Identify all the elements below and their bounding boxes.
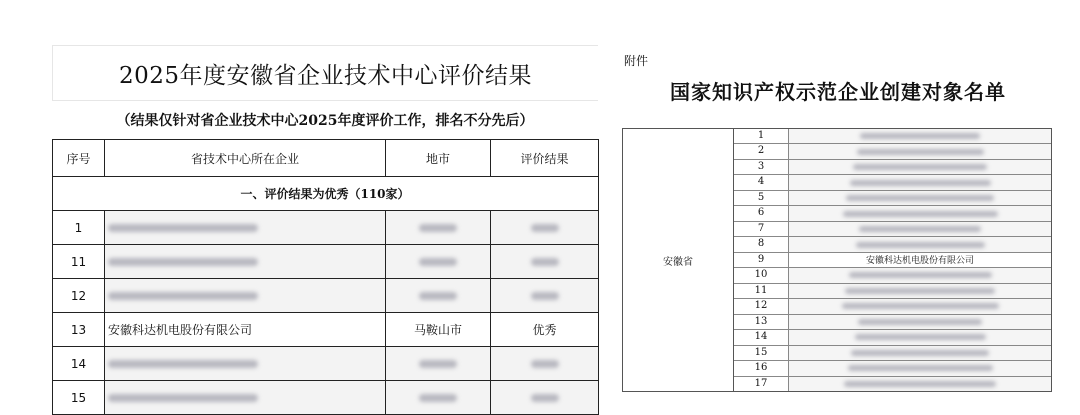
table-row bbox=[53, 313, 599, 347]
enterprise-rows bbox=[734, 129, 1051, 391]
list-item bbox=[734, 315, 1051, 330]
table-header-row bbox=[53, 140, 599, 177]
enterprise-list-table bbox=[622, 128, 1052, 392]
redacted-text bbox=[531, 292, 559, 300]
list-item-name bbox=[789, 330, 1051, 344]
table-row bbox=[53, 347, 599, 381]
list-item-name bbox=[789, 284, 1051, 298]
section-heading-row bbox=[53, 177, 599, 211]
row-company bbox=[105, 381, 386, 415]
list-item-number: 17 bbox=[734, 377, 789, 391]
redacted-text bbox=[531, 224, 559, 232]
header-city: 地市 bbox=[386, 140, 491, 177]
province-cell: 安徽省 bbox=[623, 129, 734, 391]
table-row bbox=[53, 381, 599, 415]
list-item-name bbox=[789, 191, 1051, 205]
list-item-name bbox=[789, 361, 1051, 375]
row-city bbox=[386, 279, 491, 313]
table-row bbox=[53, 211, 599, 245]
list-item bbox=[734, 222, 1051, 237]
row-city bbox=[386, 347, 491, 381]
redacted-text bbox=[845, 288, 995, 294]
table-row bbox=[53, 279, 599, 313]
list-item-number: 2 bbox=[734, 144, 789, 158]
row-city: 马鞍山市 bbox=[386, 313, 491, 347]
list-item-name bbox=[789, 160, 1051, 174]
redacted-text bbox=[857, 149, 984, 155]
row-company bbox=[105, 245, 386, 279]
results-table bbox=[52, 139, 599, 415]
list-item-number: 11 bbox=[734, 284, 789, 298]
document-title: 2025年度安徽省企业技术中心评价结果 bbox=[52, 45, 598, 100]
redacted-text bbox=[850, 180, 991, 186]
table-row bbox=[53, 245, 599, 279]
list-item-name bbox=[789, 206, 1051, 220]
list-item bbox=[734, 361, 1051, 376]
list-item bbox=[734, 237, 1051, 252]
redacted-text bbox=[848, 365, 993, 371]
row-company bbox=[105, 211, 386, 245]
header-company: 省技术中心所在企业 bbox=[105, 140, 386, 177]
list-item-number: 8 bbox=[734, 237, 789, 251]
redacted-text bbox=[856, 242, 985, 248]
list-item-name bbox=[789, 346, 1051, 360]
list-item bbox=[734, 346, 1051, 361]
list-item-name: 安徽科达机电股份有限公司 bbox=[865, 256, 974, 267]
list-item-name bbox=[789, 129, 1051, 143]
list-item-name bbox=[789, 315, 1051, 329]
list-item bbox=[734, 330, 1051, 345]
list-item-number: 6 bbox=[734, 206, 789, 220]
list-item-number: 9 bbox=[734, 253, 789, 267]
list-item bbox=[734, 191, 1051, 206]
list-item-number: 12 bbox=[734, 299, 789, 313]
list-item-name bbox=[789, 377, 1051, 391]
list-item-name bbox=[789, 268, 1051, 282]
list-item-name bbox=[789, 175, 1051, 189]
list-item bbox=[734, 129, 1051, 144]
redacted-text bbox=[853, 164, 987, 170]
redacted-text bbox=[858, 319, 982, 325]
row-city bbox=[386, 211, 491, 245]
redacted-text bbox=[108, 224, 258, 232]
list-item-number: 5 bbox=[734, 191, 789, 205]
list-item bbox=[734, 175, 1051, 190]
redacted-text bbox=[531, 394, 559, 402]
row-result bbox=[491, 279, 599, 313]
list-item-name bbox=[789, 299, 1051, 313]
redacted-text bbox=[108, 292, 258, 300]
list-item bbox=[734, 299, 1051, 314]
redacted-text bbox=[108, 258, 258, 266]
row-serial: 11 bbox=[53, 245, 105, 279]
redacted-text bbox=[855, 334, 986, 340]
redacted-text bbox=[419, 394, 457, 402]
redacted-text bbox=[842, 303, 999, 309]
redacted-text bbox=[108, 394, 258, 402]
list-item bbox=[734, 377, 1051, 391]
header-serial: 序号 bbox=[53, 140, 105, 177]
row-company: 安徽科达机电股份有限公司 bbox=[105, 313, 386, 347]
header-result: 评价结果 bbox=[491, 140, 599, 177]
redacted-text bbox=[846, 195, 994, 201]
list-item-number: 10 bbox=[734, 268, 789, 282]
row-result: 优秀 bbox=[491, 313, 599, 347]
list-item-number: 14 bbox=[734, 330, 789, 344]
list-item-number: 15 bbox=[734, 346, 789, 360]
redacted-text bbox=[844, 381, 996, 387]
row-result bbox=[491, 347, 599, 381]
list-item-name bbox=[789, 222, 1051, 236]
redacted-text bbox=[419, 360, 457, 368]
row-city bbox=[386, 245, 491, 279]
row-company bbox=[105, 279, 386, 313]
list-item-name bbox=[789, 144, 1051, 158]
redacted-text bbox=[531, 360, 559, 368]
row-serial: 15 bbox=[53, 381, 105, 415]
redacted-text bbox=[860, 133, 980, 139]
row-company bbox=[105, 347, 386, 381]
row-serial: 12 bbox=[53, 279, 105, 313]
redacted-text bbox=[851, 350, 989, 356]
list-item bbox=[734, 268, 1051, 283]
list-title: 国家知识产权示范企业创建对象名单 bbox=[670, 80, 1006, 104]
list-item-number: 1 bbox=[734, 129, 789, 143]
list-item bbox=[734, 253, 1051, 268]
attachment-label: 附件 bbox=[624, 54, 649, 68]
row-result bbox=[491, 211, 599, 245]
row-city bbox=[386, 381, 491, 415]
redacted-text bbox=[859, 226, 981, 232]
row-serial: 1 bbox=[53, 211, 105, 245]
list-item-number: 13 bbox=[734, 315, 789, 329]
list-item bbox=[734, 284, 1051, 299]
list-item bbox=[734, 144, 1051, 159]
document-subtitle: （结果仅针对省企业技术中心2025年度评价工作，排名不分先后） bbox=[52, 100, 598, 139]
row-result bbox=[491, 381, 599, 415]
row-result bbox=[491, 245, 599, 279]
redacted-text bbox=[419, 224, 457, 232]
redacted-text bbox=[849, 272, 992, 278]
row-serial: 14 bbox=[53, 347, 105, 381]
section-heading: 一、评价结果为优秀（110家） bbox=[53, 177, 599, 211]
list-item-number: 4 bbox=[734, 175, 789, 189]
redacted-text bbox=[108, 360, 258, 368]
redacted-text bbox=[531, 258, 559, 266]
redacted-text bbox=[419, 292, 457, 300]
redacted-text bbox=[843, 211, 998, 217]
list-item-number: 3 bbox=[734, 160, 789, 174]
list-item bbox=[734, 160, 1051, 175]
redacted-text bbox=[419, 258, 457, 266]
list-item bbox=[734, 206, 1051, 221]
list-item-number: 16 bbox=[734, 361, 789, 375]
evaluation-results-document bbox=[52, 45, 598, 405]
row-serial: 13 bbox=[53, 313, 105, 347]
list-item-number: 7 bbox=[734, 222, 789, 236]
list-item-name bbox=[789, 237, 1051, 251]
